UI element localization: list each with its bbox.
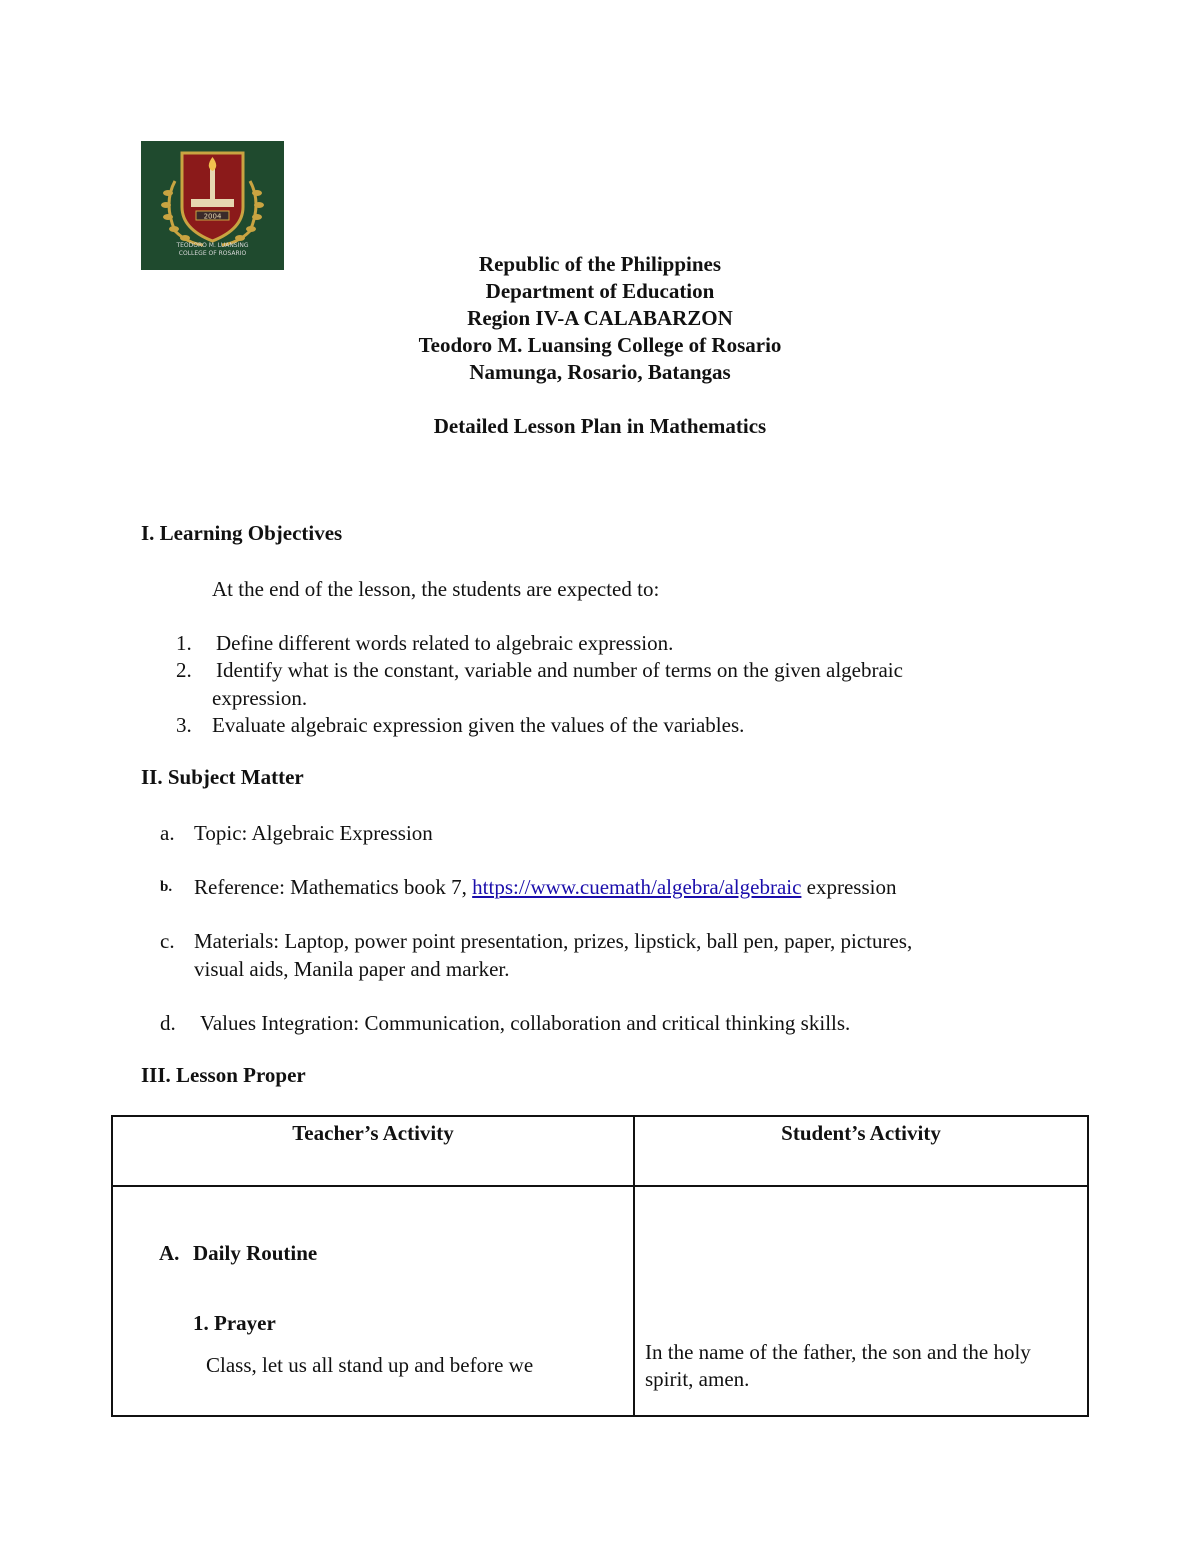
header-region: Region IV-A CALABARZON [467, 306, 733, 330]
teacher-activity-header: Teacher’s Activity [112, 1116, 634, 1186]
objective-2-text: Identify what is the constant, variable and number of terms on the given algebraic [216, 658, 903, 682]
daily-routine-subhead: Daily Routine [193, 1241, 318, 1265]
section-subject-matter-heading: II. Subject Matter [141, 765, 304, 789]
logo-text-line2: COLLEGE OF ROSARIO [178, 250, 247, 257]
header-department: Department of Education [485, 279, 715, 303]
subject-d-letter: d. [160, 1011, 176, 1035]
subject-c-letter: c. [160, 929, 175, 953]
reference-prefix: Reference: Mathematics book 7, [194, 875, 473, 899]
subject-values: Values Integration: Communication, collaboration and critical thinking skills. [200, 1011, 851, 1035]
logo-text-line1: TEODORO M. LUANSING [176, 242, 249, 249]
student-prayer-text-2: spirit, amen. [645, 1367, 750, 1391]
teacher-activity-cell [112, 1186, 634, 1416]
objective-3-number: 3. [176, 713, 192, 737]
subject-a-letter: a. [160, 821, 175, 845]
section-lesson-proper-heading: III. Lesson Proper [141, 1063, 306, 1087]
prayer-label: 1. Prayer [193, 1311, 276, 1335]
subject-materials-cont: visual aids, Manila paper and marker. [194, 957, 510, 981]
student-activity-header: Student’s Activity [634, 1116, 1088, 1186]
objective-3-text: Evaluate algebraic expression given the values of the variables. [212, 713, 745, 737]
objective-2-number: 2. [176, 658, 192, 682]
subject-reference [194, 873, 1054, 901]
header-address: Namunga, Rosario, Batangas [469, 360, 731, 384]
objective-2-text-cont: expression. [212, 686, 308, 710]
logo-year: 2004 [203, 212, 222, 221]
subject-materials: Materials: Laptop, power point presentation, prizes, lipstick, ball pen, paper, pictures, [194, 929, 913, 953]
subject-topic: Topic: Algebraic Expression [194, 821, 433, 845]
subhead-letter: A. [159, 1241, 180, 1265]
objective-1-text: Define different words related to algebraic expression. [216, 631, 674, 655]
objectives-intro: At the end of the lesson, the students are expected to: [212, 577, 660, 601]
header-school: Teodoro M. Luansing College of Rosario [418, 333, 782, 357]
header-country: Republic of the Philippines [478, 252, 722, 276]
lesson-activity-table [111, 1115, 1089, 1417]
section-learning-objectives-heading: I. Learning Objectives [141, 521, 343, 545]
reference-link[interactable]: https://www.cuemath/algebra/algebraic [472, 875, 802, 899]
table-header-row [112, 1116, 1088, 1186]
document-title: Detailed Lesson Plan in Mathematics [433, 414, 767, 438]
reference-suffix: expression [801, 875, 897, 899]
objective-1-number: 1. [176, 631, 192, 655]
student-prayer-text-1: In the name of the father, the son and the holy [645, 1340, 1031, 1364]
subject-b-letter: b. [160, 879, 173, 895]
table-row [112, 1186, 1088, 1416]
student-activity-cell [634, 1186, 1088, 1416]
teacher-prayer-text: Class, let us all stand up and before we [206, 1353, 534, 1377]
